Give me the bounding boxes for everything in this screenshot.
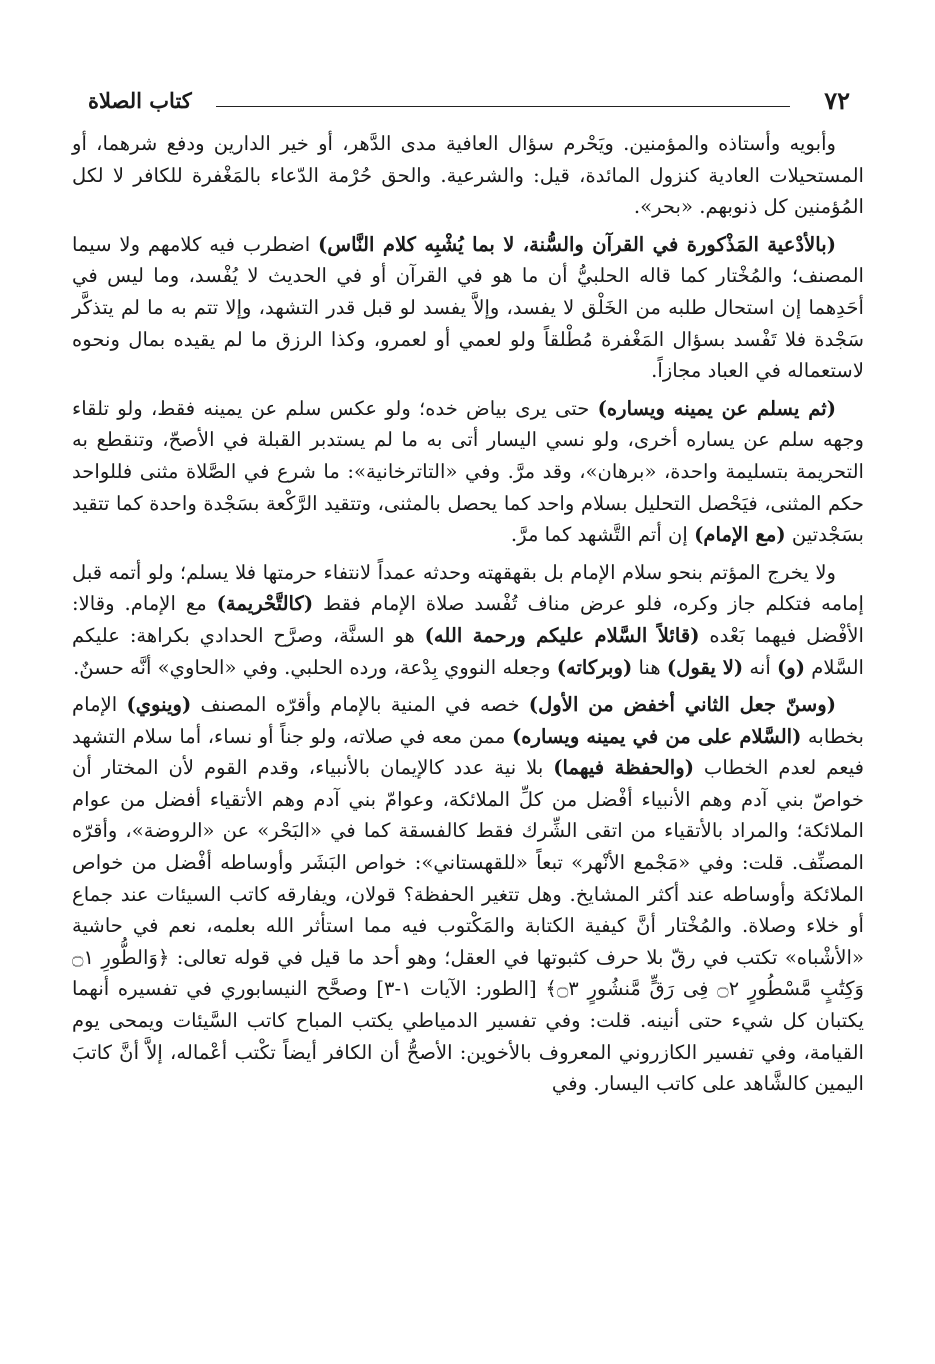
commentary-text: ﴿وَالطُّورِ ۝١ وَكِتَٰبٍ مَّسْطُورٍ ۝٢ فِى رَقٍّ مَّنشُورٍ ۝٣﴾ (72, 945, 864, 1001)
commentary-text: الإمام بخطابه (72, 693, 864, 748)
bold-matn-text: (والحفظة فيهما) (553, 756, 694, 780)
bold-matn-text: (وينوي) (126, 693, 192, 717)
commentary-text: حتى يرى بياض خده؛ ولو عكس سلم عن يمينه فقط، ولو تلقاء وجهه سلم عن يساره أخرى، ولو نسي اليسار أتى به ما لم يستدبر القبلة في الأصحّ، وتنقطع به التحريمة بتسليمة واحدة، «برهان»، وقد مرَّ. وفي «التاترخانية»: ما شرع في الصَّلاة مثنى فللواحد حكم المثنى، فيَحْصل التحليل بسلام واحد كما يحصل بالمثنى، وتتقيد الرَّكْعة بسَجْدة واحدة كما تتقيد بسَجْدتين (72, 396, 864, 547)
bold-matn-text: (و) (777, 655, 806, 679)
commentary-text: هو السنَّة، وصرَّح الحدادي بكراهة: عليكم السَّلام (72, 623, 864, 679)
commentary-text: بلا نية عدد كالإيمان بالأنبياء، وقدم القوم لأن المختار أن خواصّ بني آدم وهم الأنبياء أفْضل من كلِّ الملائكة، وعوامّ بني آدم وهم الأتقياء أفضل من عوام الملائكة؛ والمراد بالأتقياء من اتقى الشِّرك فقط كالفسقة كما في «البَحْر» عن «الروضة»، وأقرّه المصنِّف. قلت: وفي «مَجْمع الأنْهر» تبعاً «للقهستاني»: خواص البَشَر وأوساطه أفْضل من خواص الملائكة وأوساطه عند أكثر المشايخ. وهل تتغير الحفظة؟ قولان، ويفارقه كاتب السيئات عند جماع أو خلاء وصلاة. والمُخْتار أنَّ كيفية الكتابة والمَكْتوب فيه مما استأثر الله بعلمه، نعم في حاشية «الأشْباه» تكتب في رقّ بلا حرف كثبوتها في العقل؛ وهو أحد ما قيل في قوله تعالى: (72, 756, 864, 969)
book-title: كتاب الصلاة (88, 88, 192, 113)
bold-matn-text: (بالأدْعية المَذْكورة في القرآن والسُّنة، لا بما يُشْبِه كلام النَّاس) (317, 232, 836, 256)
bold-matn-text: (ثم يسلم عن يمينه ويساره) (597, 396, 837, 420)
paragraph (72, 128, 864, 223)
commentary-text: اضطرب فيه كلامهم ولا سيما المصنف؛ والمُخْتار كما قاله الحلبيُّ أن ما هو في القرآن أو في الحديث لا يُفْسد، وما ليس في أحَدِهما إن استحال طلبه من الخَلْق لا يفسد، وإلاَّ يفسد لو قبل قدر التشهد، وإلا تتم به ما لم يتذكَّر سَجْدة فلا تَفْسد بسؤال المَغْفرة مُطْلقاً ولو لعمي أو لعمرو، وكذا الرزق ما لم يقيده بمال ونحوه لاستعماله في العباد مجازاً. (72, 232, 864, 383)
bold-matn-text: (قائلاً السَّلام عليكم ورحمة الله) (424, 623, 700, 647)
commentary-text: مع الإمام. وقالا: الأفْضل فيهما بَعْده (72, 592, 864, 647)
body-text (72, 128, 864, 1106)
paragraph (72, 393, 864, 551)
commentary-text: خصه في المنية بالإمام وأقرّه المصنف (191, 693, 529, 717)
bold-matn-text: (مع الإمام) (694, 523, 786, 547)
commentary-text: هنا (632, 655, 667, 679)
commentary-text: وجعله النووي بِدْعة، ورده الحلبي. وفي «الحاوي» أنَّه حسنٌ. (73, 655, 557, 679)
commentary-text: [الطور: الآيات ١-٣] وصحَّح النيسابوري في تفسيره أنهما يكتبان كل شيء حتى أنينه. قلت: وفي تفسير الدمياطي يكتب المباح كاتب السَّيئات ويمحى يوم القيامة، وفي تفسير الكازروني المعروف بالأخوين: الأصحُّ أن الكافر أيضاً تكْتب أعْماله، إلاَّ أنَّ كاتبَ اليمين كالشَّاهد على كاتب اليسار. وفي (72, 977, 864, 1096)
bold-matn-text: (وسنّ جعل الثاني أخفض من الأول) (528, 693, 836, 717)
commentary-text: وأبويه وأستاذه والمؤمنين. ويَحْرم سؤال العافية مدى الدَّهر، أو خير الدارين ودفع شرهما، أو المستحيلات العادية كنزول المائدة، قيل: والشرعية. والحق حُرْمة الدّعاء بالمَغْفرة للكافر لا لكل المُؤمنين كل ذنوبهم. «بحر». (72, 132, 864, 219)
bold-matn-text: (وبركاته) (556, 655, 633, 679)
bold-matn-text: (كالتَّحْريمة) (216, 592, 314, 616)
page-header (88, 84, 850, 120)
bold-matn-text: (لا يقول) (666, 655, 744, 679)
commentary-text: ولا يخرج المؤتم بنحو سلام الإمام بل بقهقهته وحدثه عمداً لانتفاء حرمتها فلا يسلم؛ ولو أتمه قبل إمامه فتكلم جاز وكره، فلو عرض مناف تُفْسد صلاة الإمام فقط (72, 560, 864, 616)
commentary-text: إن أتم التَّشهد كما مرَّ. (510, 523, 695, 547)
header-rule (216, 106, 790, 107)
paragraph (72, 557, 864, 683)
commentary-text: أنه (743, 655, 778, 679)
paragraph (72, 689, 864, 1100)
bold-matn-text: (السَّلام على من في يمينه ويساره) (511, 724, 802, 748)
paragraph (72, 229, 864, 387)
page-number: ٧٢ (824, 86, 850, 115)
commentary-text: ممن معه في صلاته، ولو جناً أو نساء، أما سلام التشهد فيعم لعدم الخطاب (72, 724, 865, 780)
